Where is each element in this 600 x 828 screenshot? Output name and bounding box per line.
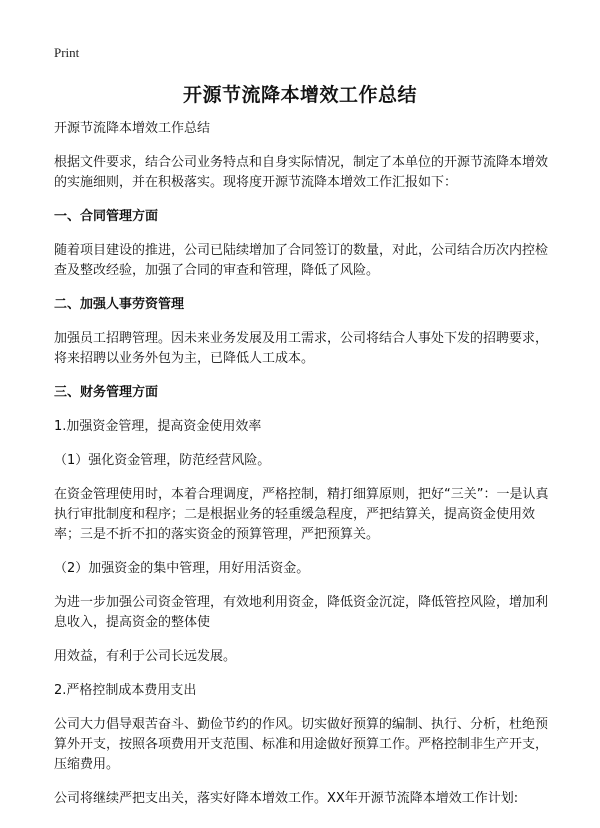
finance-item-1-sub-2-text-b: 用效益，有利于公司长远发展。 xyxy=(54,649,237,664)
print-link[interactable]: Print xyxy=(54,45,80,60)
finance-item-1-sub-1-text: 在资金管理使用时，本着合理调度，严格控制，精打细算原则，把好“三关”：一是认真执行审批制度和程序；二是根据业务的轻重缓急程度，严把结算关，提高资金使用效率；三是不折不扣的落实资金的预算管理，严把预算关。 xyxy=(54,487,549,542)
subtitle-paragraph: 开源节流降本增效工作总结 xyxy=(54,121,211,136)
section-text-personnel: 加强员工招聘管理。因未来业务发展及用工需求，公司将结合人事处下发的招聘要求，将来招聘以业务外包为主，已降低人工成本。 xyxy=(54,331,549,366)
document-body xyxy=(54,119,550,823)
finance-item-2-text: 公司大力倡导艰苦奋斗、勤俭节约的作风。切实做好预算的编制、执行、分析，杜绝预算外开支，按照各项费用开支范围、标准和用途做好预算工作。严格控制非生产开支，压缩费用。 xyxy=(54,717,549,772)
closing-paragraph: 公司将继续严把支出关，落实好降本增效工作。XX年开源节流降本增效工作计划: xyxy=(54,791,519,806)
page-title: 开源节流降本增效工作总结 xyxy=(182,84,417,106)
intro-paragraph: 根据文件要求，结合公司业务特点和自身实际情况，制定了本单位的开源节流降本增效的实施细则，并在积极落实。现将度开源节流降本增效工作汇报如下： xyxy=(54,155,549,190)
finance-item-1-sub-1: （1）强化资金管理，防范经营风险。 xyxy=(54,453,271,468)
finance-item-1-heading: 1.加强资金管理，提高资金使用效率 xyxy=(54,419,262,434)
finance-item-2-heading: 2.严格控制成本费用支出 xyxy=(54,683,197,698)
section-heading-contract: 一、合同管理方面 xyxy=(54,209,159,224)
section-heading-personnel: 二、加强人事劳资管理 xyxy=(54,297,185,312)
section-heading-finance: 三、财务管理方面 xyxy=(54,385,159,400)
section-text-contract: 随着项目建设的推进，公司已陆续增加了合同签订的数量，对此，公司结合历次内控检查及整改经验，加强了合同的审查和管理，降低了风险。 xyxy=(54,243,549,278)
finance-item-1-sub-2-text-a: 为进一步加强公司资金管理，有效地利用资金，降低资金沉淀，降低管控风险，增加利息收入，提高资金的整体使 xyxy=(54,595,549,630)
finance-item-1-sub-2: （2）加强资金的集中管理，用好用活资金。 xyxy=(54,561,310,576)
